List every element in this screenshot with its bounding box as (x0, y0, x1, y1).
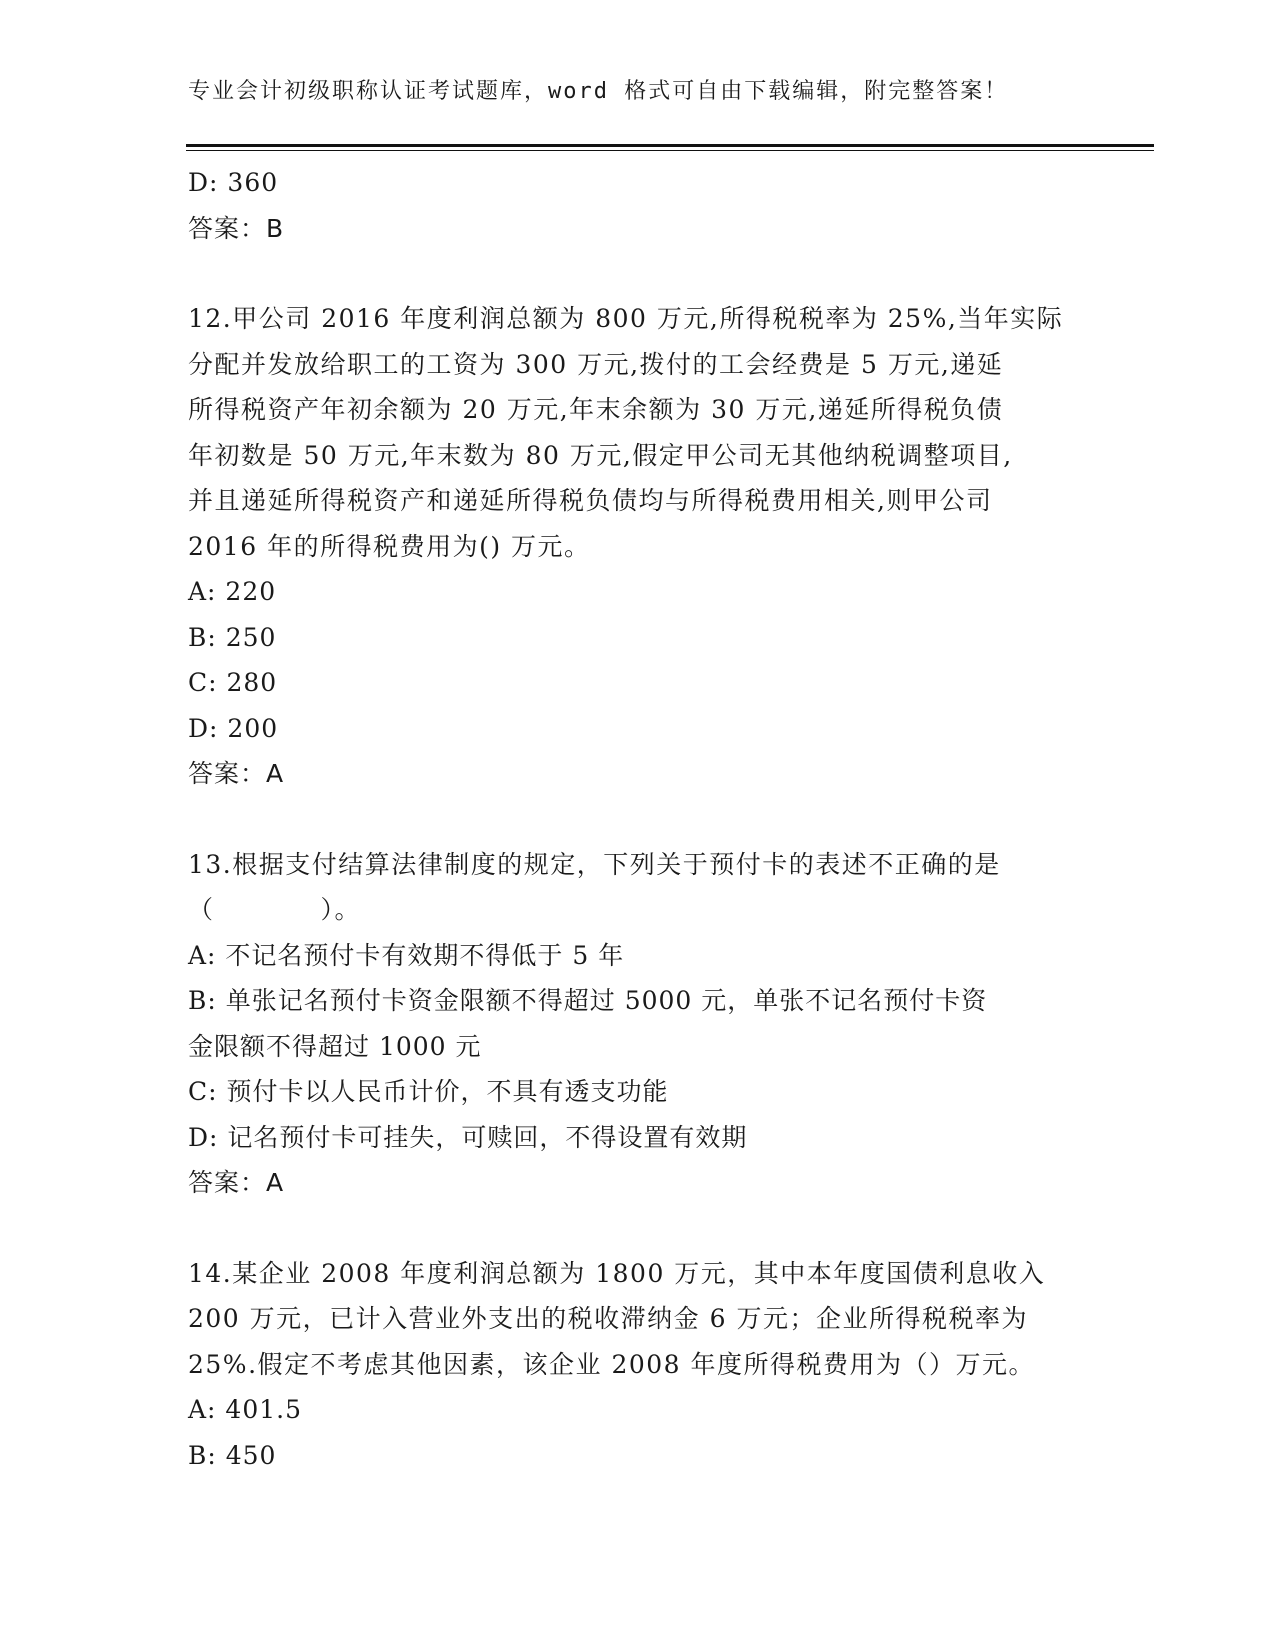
option-line: D: 360 (188, 168, 279, 197)
option-line: B: 250 (188, 622, 277, 652)
answer-line: 答案：A (188, 759, 285, 788)
option-line: A: 401.5 (188, 1395, 302, 1424)
question-line: 200 万元，已计入营业外支出的税收滞纳金 6 万元；企业所得税税率为 (188, 1304, 1028, 1333)
header-rule-thick (186, 144, 1154, 147)
question-line: 所得税资产年初余额为 20 万元,年末余额为 30 万元,递延所得税负债 (188, 395, 1004, 424)
question-line: 2016 年的所得税费用为() 万元。 (188, 531, 591, 561)
question-line: 并且递延所得税资产和递延所得税负债均与所得税费用相关,则甲公司 (188, 486, 993, 515)
spacer (188, 251, 1088, 296)
question-13-text (188, 842, 1088, 933)
spacer (188, 797, 1088, 842)
question-14-text (188, 1251, 1088, 1388)
page-header: 专业会计初级职称认证考试题库，word 格式可自由下载编辑，附完整答案！ (188, 79, 1009, 104)
header-rule-thin (186, 150, 1154, 151)
option-line: B: 450 (188, 1440, 277, 1470)
option-line: D: 记名预付卡可挂失，可赎回，不得设置有效期 (188, 1122, 748, 1152)
option-line: C: 280 (188, 668, 278, 697)
option-line: D: 200 (188, 713, 279, 743)
question-line: 年初数是 50 万元,年末数为 80 万元,假定甲公司无其他纳税调整项目, (188, 440, 1013, 470)
answer-line: 答案：B (188, 213, 285, 243)
question-14-options (188, 1387, 1088, 1478)
option-line: 金限额不得超过 1000 元 (188, 1031, 482, 1061)
option-line: A: 220 (188, 577, 277, 606)
question-line: 13.根据支付结算法律制度的规定，下列关于预付卡的表述不正确的是 (188, 849, 1001, 879)
question-12-options (188, 569, 1088, 751)
question-13-options (188, 933, 1088, 1161)
question-line: 14.某企业 2008 年度利润总额为 1800 万元，其中本年度国债利息收入 (188, 1258, 1046, 1288)
document-body (188, 160, 1088, 1478)
question-12-text (188, 296, 1088, 569)
question-line: （ ）。 (188, 895, 362, 924)
question-line: 12.甲公司 2016 年度利润总额为 800 万元,所得税税率为 25%,当年实际 (188, 304, 1064, 333)
question-line: 分配并发放给职工的工资为 300 万元,拨付的工会经费是 5 万元,递延 (188, 349, 1004, 379)
spacer (188, 1206, 1088, 1251)
question-line: 25%.假定不考虑其他因素，该企业 2008 年度所得税费用为（）万元。 (188, 1349, 1036, 1379)
option-line: A: 不记名预付卡有效期不得低于 5 年 (188, 940, 625, 970)
option-line: B: 单张记名预付卡资金限额不得超过 5000 元，单张不记名预付卡资 (188, 986, 988, 1015)
answer-line: 答案：A (188, 1168, 285, 1197)
option-line: C: 预付卡以人民币计价，不具有透支功能 (188, 1077, 669, 1106)
